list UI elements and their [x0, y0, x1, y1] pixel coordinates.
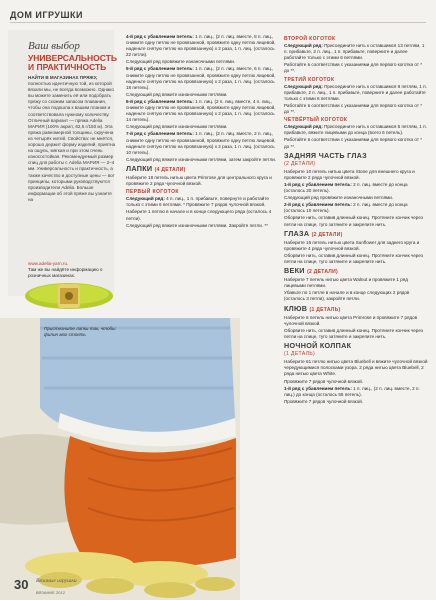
- owl-toy-photo: [0, 318, 240, 600]
- row-list: [126, 34, 276, 163]
- instruction-row: 5-й ряд с убавлением петель: 1 п. лиц., (2 п. лиц. вместе, 6 п. лиц., снимите одну петлю не провязанной, провяжите одну петлю лицевой, наденьте снятую петлю на провязанную) х 2 раза, 1 п. лиц. (осталось 18 петель).: [126, 66, 276, 90]
- eyes-back-end: Оборвите нить, оставив длинный конец. Протяните кончик через петли на спице, туго затяните и закрепите нить.: [284, 215, 423, 227]
- cap-r1: 1-й ряд с убавлением петель: 1 п. лиц., (2 п. лиц. вместе, 2 п. лиц.) до конца (осталось 55 петель).: [284, 385, 420, 397]
- header-divider: [10, 22, 426, 23]
- page-number: 30: [14, 577, 29, 592]
- eyes-back-r1: 1-й ряд с убавлением петель: 2 п. лиц. вместе до конца (осталось 20 петель).: [284, 181, 408, 194]
- claw4-text: Следующий ряд: Присоедините нить к оставшимся 5 петлям, 1 п. прибавьте, вяжите лицевыми до конца (всего 6 петель).: [284, 124, 427, 136]
- paws-text: Наберите 18 петель нитью цвета Primrose для центрального кругa и провяжите 2 ряда чулочной вязкой.: [126, 174, 272, 187]
- claw3-text: Следующий ряд: Присоедините нить к оставшимся 9 петлям, 1 п. прибавьте, 2 п. лиц., 1 п. прибавьте, поверните и далее работайте только с этими 6 петлями.: [284, 83, 427, 101]
- section-title-lids: ВЕКИ (2 ДЕТАЛИ): [284, 266, 338, 276]
- claw1-end: Следующий ряд вяжите изнаночными петлями. Закройте петли. **: [126, 222, 268, 228]
- cap-sub: (1 ДЕТАЛЬ): [284, 351, 316, 358]
- instructions-column-middle: [126, 34, 276, 230]
- eyes-back-r2: 2-й ряд с убавлением петель: 2 п. лиц. вместе до конца (осталось 10 петель).: [284, 202, 408, 214]
- photo-caption: Пристегните лапки так, чтобы филин мог стоять: [44, 326, 116, 337]
- eyes-text: Наберите 16 петель нитью цвета Sunflower для заднего кругa и провяжите 4 ряда чулочной вязкой.: [284, 239, 420, 251]
- beak-text: Наберите 6 петель нитью цвета Primrose и провяжите 7 рядов чулочной вязкой.: [284, 314, 418, 326]
- section-header: ДОМ ИГРУШКИ: [10, 10, 83, 20]
- beak-end: Оборвите нить, оставив длинный конец. Протяните кончик через петли на спице, туго затяните и закрепите нить.: [284, 327, 423, 339]
- instruction-row: Следующий ряд провяжите изнаночными петлями.: [126, 59, 236, 65]
- instruction-row: 6-й ряд с убавлением петель: 1 п. лиц. (2 п. лиц. вместе, 4 п. лиц., снимите одну петлю не провязанной, провяжите одну петлю лицевой, наденьте снятую петлю на провязанную) х 2 раза, 1 п. лиц. (осталось 14 петель).: [126, 98, 276, 123]
- section-title-eyes: ГЛАЗА (2 ДЕТАЛИ): [284, 228, 343, 238]
- section-title-claw4: ЧЕТВЁРТЫЙ КОГОТОК: [284, 117, 348, 124]
- section-title-paws: ЛАПКИ (4 ДЕТАЛИ): [126, 163, 186, 173]
- claw2-text: Следующий ряд: Присоедините нить к оставшимся 13 петлям, 1 п. прибавьте, 2 п. лиц., 1 п. прибавьте, поверните и далее работайте только с этими 6 петлями.: [284, 43, 425, 61]
- instruction-row: 7-й ряд с убавлением петель: 1 п. лиц., (2 п. лиц. вместе, 2 п. лиц., снимите одну петлю не провязанной, провяжите одну петлю лицевой, наденьте снятую петлю на провязанную) х 2 раза, 1 п. лиц. (осталось 10 петель).: [126, 131, 276, 155]
- yarn-skein-image: [20, 280, 118, 310]
- claw3-end: Работайте в соответствии с указаниями для первого коготка от * до **.: [284, 102, 422, 115]
- instruction-row: 4-й ряд с убавлением петель: 1 п. лиц., (2 п. лиц. вместе, 8 п. лиц., снимите одну петлю не провязанной, провяжите одну петлю лицевой, наденьте снятую петлю на провязанную) х 2 раза, 1 п. лиц. (осталось 22 петли).: [126, 34, 276, 58]
- instruction-row: Следующий ряд вяжите изнаночными петлями, затем закройте петли.: [126, 156, 276, 162]
- sidebar-lead: НАЙТИ В МАГАЗИНАХ ПРЯЖУ,: [28, 75, 98, 80]
- cap-end: Провяжите 7 рядов чулочной вязкой.: [284, 398, 364, 404]
- claw1-more: Наберите 1 петлю в начале и в конце следующего ряда (осталось 4 петли).: [126, 209, 272, 221]
- sidebar-tail: Там же вы найдёте информацию о розничных магазинах.: [28, 267, 103, 279]
- cap-text: Наберите 61 петлю нитью цвета Bluebell и вяжите чулочной вязкой чередующимися полосками узора. 2 ряда нитью цвета Bluebell, 2 ряда нитью цвета White.: [284, 359, 428, 377]
- sidebar-title: Ваш выбор: [28, 40, 80, 52]
- magazine-issue: ВЯЗАНИЕ 2012: [36, 590, 65, 595]
- lids-text: Наберите 7 петель нитью цвета Walnut и провяжите 1 ряд лицевыми петлями.: [284, 277, 408, 289]
- section-title-eyes-back: ЗАДНЯЯ ЧАСТЬ ГЛАЗ: [284, 150, 367, 160]
- eyes-back-sub: (2 ДЕТАЛИ): [284, 160, 316, 167]
- lids-more: Убавьте по 1 петле в начале и в конце следующих 2 рядов (осталось 3 петли), закройте петли.: [284, 290, 410, 302]
- instruction-row: Следующий ряд вяжите изнаночными петлями.: [126, 91, 228, 97]
- sidebar-link[interactable]: www.adelia-yarn.ru.: [28, 261, 69, 266]
- instructions-column-right: [284, 34, 428, 406]
- claw1-text: Следующий ряд: 4 п. лиц., 1 п. прибавьте, повернуте и работайте только с этими 6 петлями. * Провяжите 7 рядов чулочной вязкой.: [126, 196, 269, 208]
- magazine-name: Вязаные игрушки: [36, 578, 77, 584]
- cap-more: Провяжите 7 рядов чулочной вязкой.: [284, 378, 364, 384]
- section-title-claw1: ПЕРВЫЙ КОГОТОК: [126, 189, 179, 196]
- sidebar-subtitle: УНИВЕРСАЛЬНОСТЬ И ПРАКТИЧНОСТЬ: [28, 53, 118, 72]
- eyes-end: Оборвите нить, оставив длинный конец. Протяните кончик через петли на спице, туго затяните и закрепите нить.: [284, 252, 423, 264]
- section-title-cap: НОЧНОЙ КОЛПАК: [284, 341, 352, 351]
- claw2-end: Работайте в соответствии с указаниями для первого коготка от * до **.: [284, 62, 422, 74]
- eyes-back-text: Наберите 10 петель нитью цвета Stone для внешнего кругa и провяжите 2 ряда чулочной вязкой.: [284, 168, 415, 180]
- claw4-end: Работайте в соответствии с указаниями для первого коготка от * до **.: [284, 137, 422, 149]
- section-title-beak: КЛЮВ (1 ДЕТАЛЬ): [284, 303, 341, 313]
- instruction-row: Следующий ряд вяжите изнаночными петлями.: [126, 124, 228, 130]
- eyes-back-r1b: Следующий ряд провяжите изнаночными петлями.: [284, 195, 394, 201]
- sidebar-text: полностью идентичную той, из которой вязали мы, не всегда возможно. Однако вы можете заменить её или подобрать пряжу со схожим запасом плавания, чтобы она подошла к вашим планам и соответствовала нужному количеству. Отличный вариант — пряжа Adelia МАРИЯ (100% акрил, 62,5 г/150 м). Эта пряжа равномерной толщины, скручена из четырёх нитей. Свойства: не мнётся, хорошо держит форму изделий, приятна на ощупь, мягкая и при этом очень износостойкая. Рекомендуемый размер спиц для работы с Adelia МАРИЯ — 2–4 мм. Универсальность и практичность, а также качество и доступные цены — вот принципы, которыми руководствуются производители Adelia. Больше информации об этой пряже вы узнаете на: [28, 81, 116, 202]
- sidebar-body: [28, 75, 116, 203]
- section-title-claw3: ТРЕТИЙ КОГОТОК: [284, 76, 335, 83]
- section-title-claw2: ВТОРОЙ КОГОТОК: [284, 36, 336, 42]
